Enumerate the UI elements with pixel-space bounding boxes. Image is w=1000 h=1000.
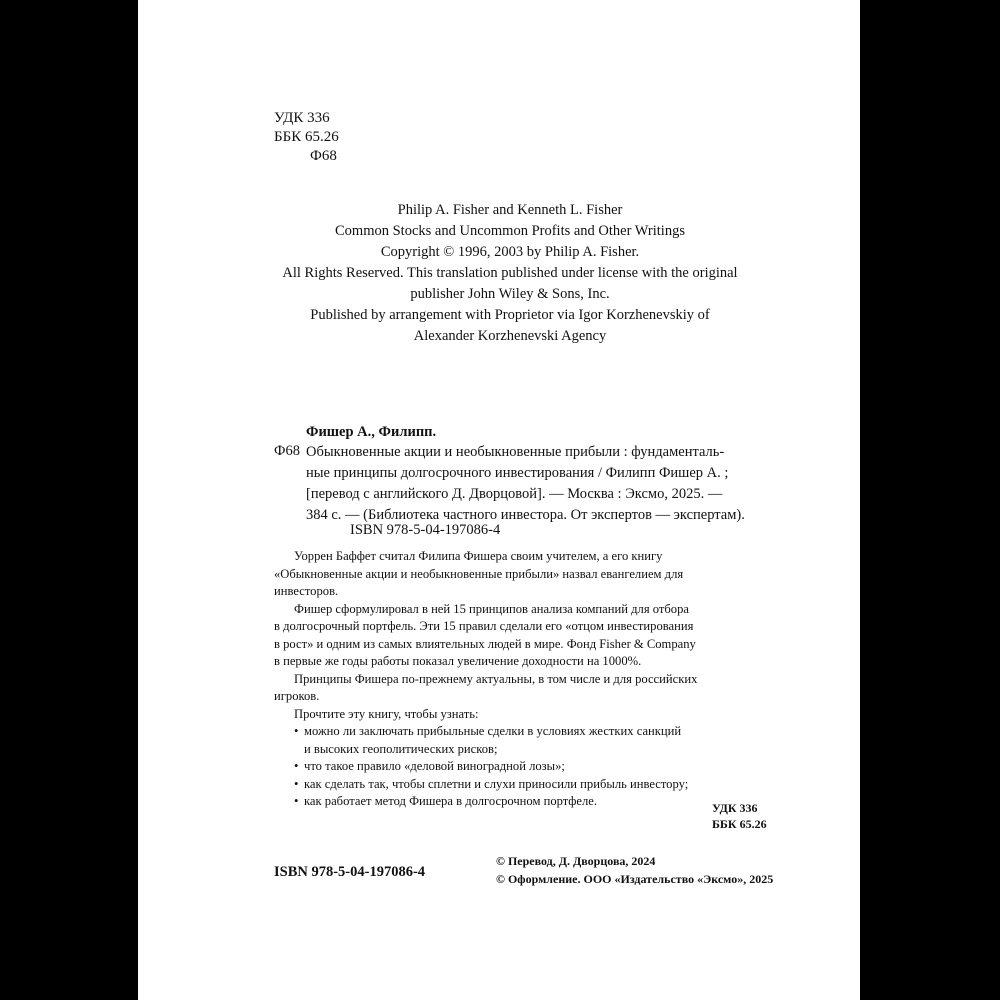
- bullet-continuation: и высоких геополитических рисков;: [304, 741, 498, 756]
- bibliography-line: 384 с. — (Библиотека частного инвестора. От экспертов — экспертам).: [306, 507, 745, 523]
- bibliography-author: Фишер А., Филипп.: [306, 424, 437, 440]
- annotation-line: Прочтите эту книгу, чтобы узнать:: [294, 706, 479, 721]
- udk-code: УДК 336: [274, 110, 330, 126]
- annotation-line: Фишер сформулировал в ней 15 принципов анализа компаний для отбора: [294, 601, 689, 616]
- copyright-translation: © Перевод, Д. Дворцова, 2024: [496, 854, 656, 868]
- copyright-design: © Оформление. ООО «Издательство «Эксмо», 2025: [496, 872, 774, 886]
- bullet-marker: •: [294, 776, 299, 791]
- bullet-item: [274, 758, 766, 776]
- bibliography-line: [перевод с английского Д. Дворцовой]. — Москва : Эксмо, 2025. —: [306, 486, 723, 502]
- rights-notice: [276, 200, 744, 347]
- bibliography-line: ные принципы долгосрочного инвестирования / Филипп Фишер А. ;: [306, 465, 729, 481]
- bullet-marker: •: [294, 794, 299, 808]
- author-mark: Ф68: [310, 148, 337, 164]
- annotation-line: в рост» и одним из самых влиятельных людей в мире. Фонд Fisher & Company: [274, 636, 696, 651]
- footer-isbn: ISBN 978-5-04-197086-4: [274, 864, 426, 880]
- rights-line: Copyright © 1996, 2003 by Philip A. Fisher.: [380, 244, 640, 260]
- bibliography-line: Обыкновенные акции и необыкновенные прибыли : фундаменталь-: [306, 444, 725, 460]
- bullet-item: [274, 723, 766, 741]
- bullet-item: [274, 776, 766, 794]
- bibliography-description: [306, 442, 766, 526]
- annotation-line: «Обыкновенные акции и необыкновенные прибыли» назвал евангелием для: [274, 566, 684, 581]
- bullet-marker: •: [294, 759, 299, 773]
- annotation-line: Принципы Фишера по-прежнему актуальны, в том числе и для российских: [294, 671, 698, 686]
- bullet-item: [274, 793, 766, 811]
- annotation-line: игроков.: [274, 689, 320, 703]
- rights-line: publisher John Wiley & Sons, Inc.: [410, 286, 610, 302]
- annotation-line: в долгосрочный портфель. Эти 15 правил сделали его «отцом инвестирования: [274, 619, 694, 633]
- bibliography-isbn: ISBN 978-5-04-197086-4: [350, 522, 501, 538]
- rights-line: Common Stocks and Uncommon Profits and Other Writings: [335, 223, 685, 239]
- bullet-text: как работает метод Фишера в долгосрочном портфеле.: [304, 794, 598, 808]
- bullet-text: как сделать так, чтобы сплетни и слухи приносили прибыль инвестору;: [304, 776, 689, 791]
- annotation-line: Уоррен Баффет считал Филипа Фишера своим учителем, а его книгу: [294, 549, 663, 563]
- annotation-line: в первые же годы работы показал увеличение доходности на 1000%.: [274, 654, 642, 668]
- bbk-code-small: ББК 65.26: [712, 817, 767, 831]
- annotation: [274, 548, 766, 811]
- bibliography-code: Ф68: [274, 443, 300, 459]
- bullet-text: что такое правило «деловой виноградной лозы»;: [304, 759, 565, 773]
- book-page: [138, 0, 860, 1000]
- annotation-line: инвесторов.: [274, 584, 339, 598]
- udk-code-small: УДК 336: [712, 801, 758, 815]
- rights-line: Alexander Korzhenevski Agency: [413, 328, 607, 344]
- rights-line: Philip A. Fisher and Kenneth L. Fisher: [397, 202, 623, 218]
- rights-line: All Rights Reserved. This translation published under license with the original: [282, 265, 738, 281]
- bullet-marker: •: [294, 724, 299, 738]
- bullet-text: можно ли заключать прибыльные сделки в условиях жестких санкций: [304, 724, 682, 738]
- bbk-code: ББК 65.26: [274, 129, 339, 145]
- rights-line: Published by arrangement with Proprietor via Igor Korzhenevskiy of: [310, 307, 710, 323]
